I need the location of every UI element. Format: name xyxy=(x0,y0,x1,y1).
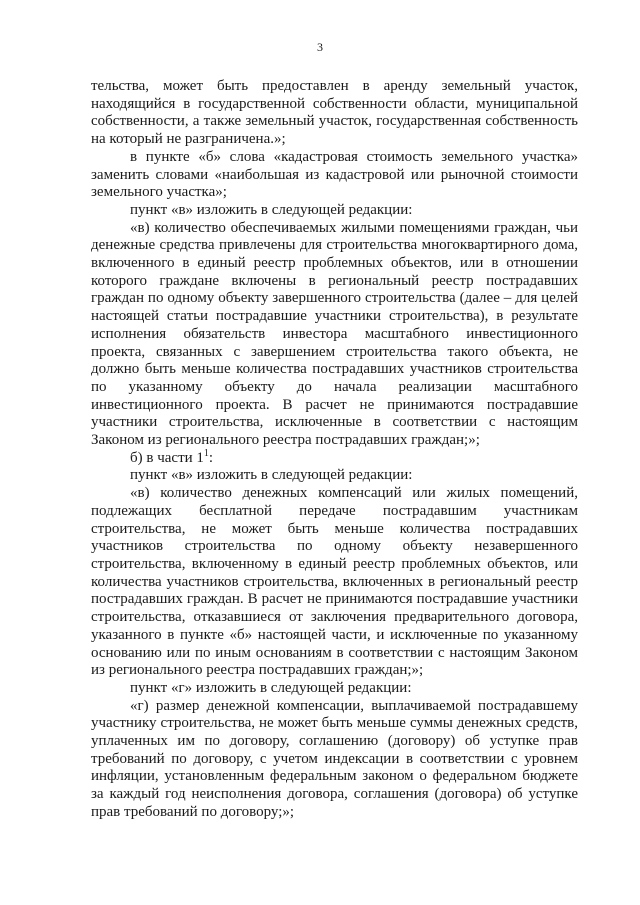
part-reference-suffix: : xyxy=(208,449,214,466)
part-reference-prefix: б) в части 1 xyxy=(130,449,204,466)
paragraph: «в) количество денежных компенсаций или жилых помещений, подлежащих бесплатной передаче пострадавшим участникам строительства, не может быть меньше количества пострадавших участников строительства по одному объекту незавершенного строительства, включенному в единый реестр проблемных объектов, или количества участников строительства, включенных в региональный реестр пострадавших граждан. В расчет не принимаются пострадавшие участники строительства, отказавшиеся от заключения предварительного договора, указанного в пункте «б» настоящей части, и исключенные по указанному основанию или по иным основаниям в соответствии с настоящим Законом из регионального реестра пострадавших граждан;»; xyxy=(91,485,578,679)
paragraph-part-reference xyxy=(91,447,578,468)
paragraph: тельства, может быть предоставлен в аренду земельный участок, находящийся в государственной собственности области, муниципальной собственности, а также земельный участок, государственная собственность на который не разграничена.»; xyxy=(91,78,578,148)
paragraph: пункт «в» изложить в следующей редакции: xyxy=(130,467,413,484)
part-reference-superscript: 1 xyxy=(203,447,209,459)
paragraph: в пункте «б» слова «кадастровая стоимость земельного участка» заменить словами «наибольшая из кадастровой или рыночной стоимости земельного участка»; xyxy=(91,148,578,201)
document-body xyxy=(91,78,578,822)
paragraph: «в) количество обеспечиваемых жилыми помещениями граждан, чьи денежные средства привлечены для строительства многоквартирного дома, включенного в единый реестр проблемных объектов, или в отношении которого граждане включены в региональный реестр пострадавших граждан по одному объекту завершенного строительства (далее – для целей настоящей статьи пострадавшие участники строительства), в результате исполнения обязательств инвестора масштабного инвестиционного проекта, связанных с завершением строительства такого объекта, не должно быть меньше количества пострадавших участников строительства по указанному объекту до начала реализации масштабного инвестиционного проекта. В расчет не принимаются пострадавшие участники строительства, исключенные в соответствии с настоящим Законом из регионального реестра пострадавших граждан;»; xyxy=(91,219,578,449)
paragraph: «г) размер денежной компенсации, выплачиваемой пострадавшему участнику строительства, не может быть меньше суммы денежных средств, уплаченных им по договору, соглашению (договору) об уступке прав требований по договору, с учетом индексации в соответствии с уровнем инфляции, установленным федеральным законом о федеральном бюджете за каждый год неисполнения договора, соглашения (договора) об уступке прав требований по договору;»; xyxy=(91,697,578,820)
page-number: 3 xyxy=(317,40,323,54)
paragraph: пункт «в» изложить в следующей редакции: xyxy=(130,201,413,218)
paragraph: пункт «г» изложить в следующей редакции: xyxy=(130,679,412,696)
